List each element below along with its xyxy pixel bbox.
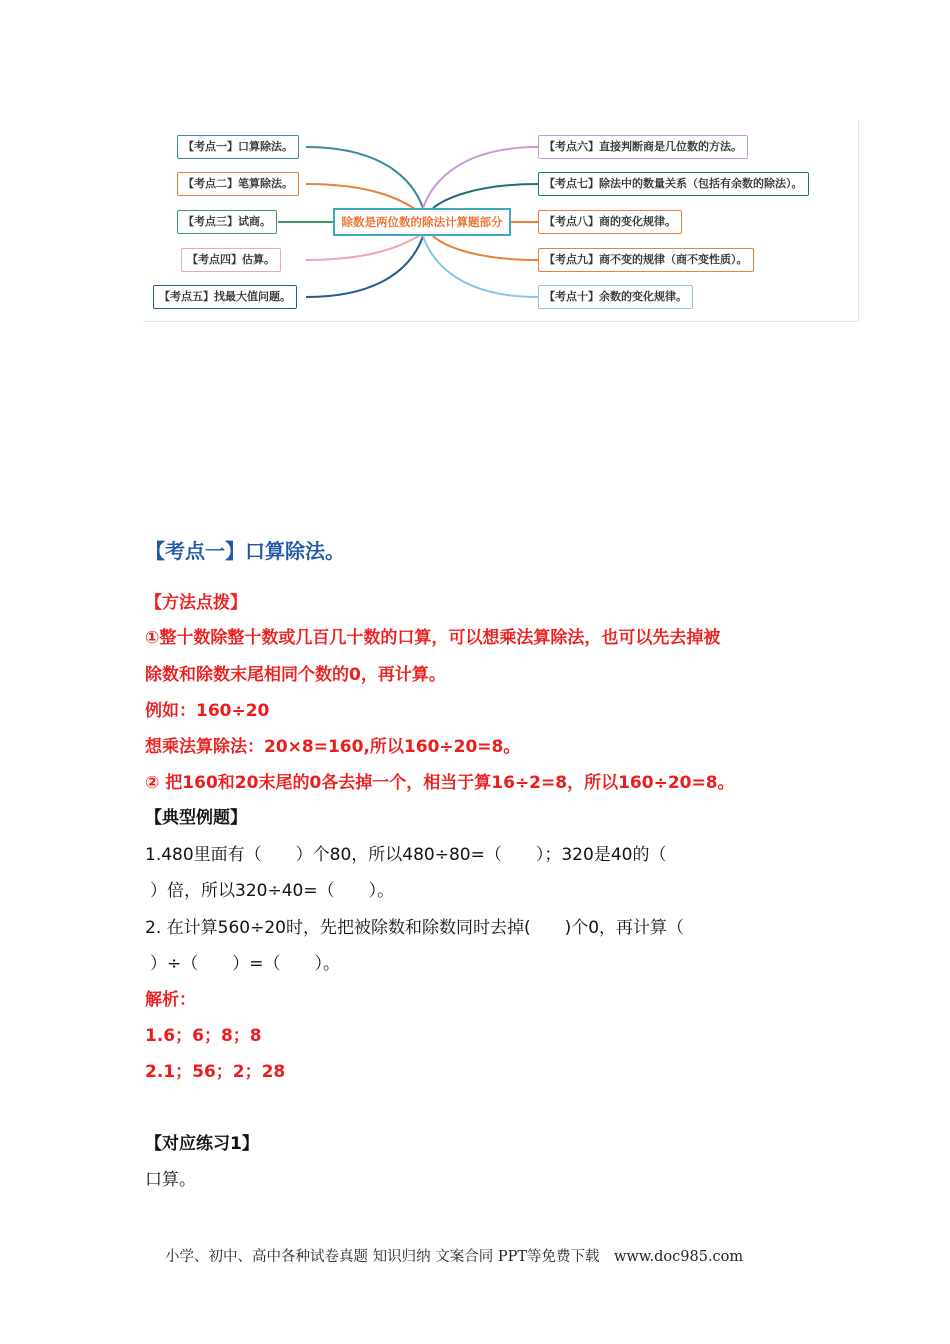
question-2-line-2: ）÷（ ）=（ ）。	[150, 954, 340, 974]
answer-2: 2.1；56；2；28	[145, 1062, 286, 1082]
question-1-line-1: 1.480里面有（ ）个80，所以480÷80=（ ）；320是40的（	[145, 845, 667, 865]
connector-10	[423, 236, 538, 297]
question-1-line-2: ）倍，所以320÷40=（ ）。	[150, 881, 395, 901]
mind-map-center-node: 除数是两位数的除法计算题部分	[333, 208, 511, 236]
typical-examples-heading: 【典型例题】	[145, 808, 247, 828]
mind-map	[143, 120, 859, 322]
method-line-1: ①整十数除整十数或几百几十数的口算，可以想乘法算除法，也可以先去掉被	[145, 628, 721, 648]
answer-1: 1.6；6；8；8	[145, 1026, 262, 1046]
mind-map-node-6: 【考点六】直接判断商是几位数的方法。	[538, 135, 748, 159]
practice-heading: 【对应练习1】	[145, 1134, 259, 1154]
mind-map-node-7: 【考点七】除法中的数量关系（包括有余数的除法）。	[538, 172, 809, 196]
mind-map-node-10: 【考点十】余数的变化规律。	[538, 285, 693, 309]
mind-map-node-2: 【考点二】笔算除法。	[177, 172, 299, 196]
connector-4	[306, 236, 419, 260]
multiplication-line: 想乘法算除法：20×8=160,所以160÷20=8。	[145, 737, 521, 757]
mind-map-node-8: 【考点八】商的变化规律。	[538, 210, 682, 234]
section-title: 【考点一】口算除法。	[145, 539, 345, 563]
connector-5	[306, 236, 423, 297]
connector-1	[306, 147, 423, 208]
mind-map-node-5: 【考点五】找最大值问题。	[153, 285, 297, 309]
analysis-heading: 解析：	[145, 990, 196, 1010]
mind-map-node-9: 【考点九】商不变的规律（商不变性质）。	[538, 248, 754, 272]
method-line-2: 除数和除数末尾相同个数的0，再计算。	[145, 665, 446, 685]
connector-9	[433, 236, 538, 260]
drop-zero-line: ② 把160和20末尾的0各去掉一个，相当于算16÷2=8，所以160÷20=8。	[145, 773, 735, 793]
mind-map-node-1: 【考点一】口算除法。	[177, 135, 299, 159]
practice-text: 口算。	[145, 1170, 196, 1190]
connector-6	[423, 147, 538, 208]
connector-7	[433, 184, 538, 208]
page-footer: 小学、初中、高中各种试卷真题 知识归纳 文案合同 PPT等免费下载 www.doc985.com	[165, 1249, 744, 1265]
question-2-line-1: 2. 在计算560÷20时，先把被除数和除数同时去掉( )个0，再计算（	[145, 918, 685, 938]
mind-map-node-4: 【考点四】估算。	[181, 248, 281, 272]
example-line: 例如：160÷20	[145, 701, 270, 721]
mind-map-node-3: 【考点三】试商。	[177, 210, 277, 234]
method-heading: 【方法点拨】	[145, 593, 247, 613]
